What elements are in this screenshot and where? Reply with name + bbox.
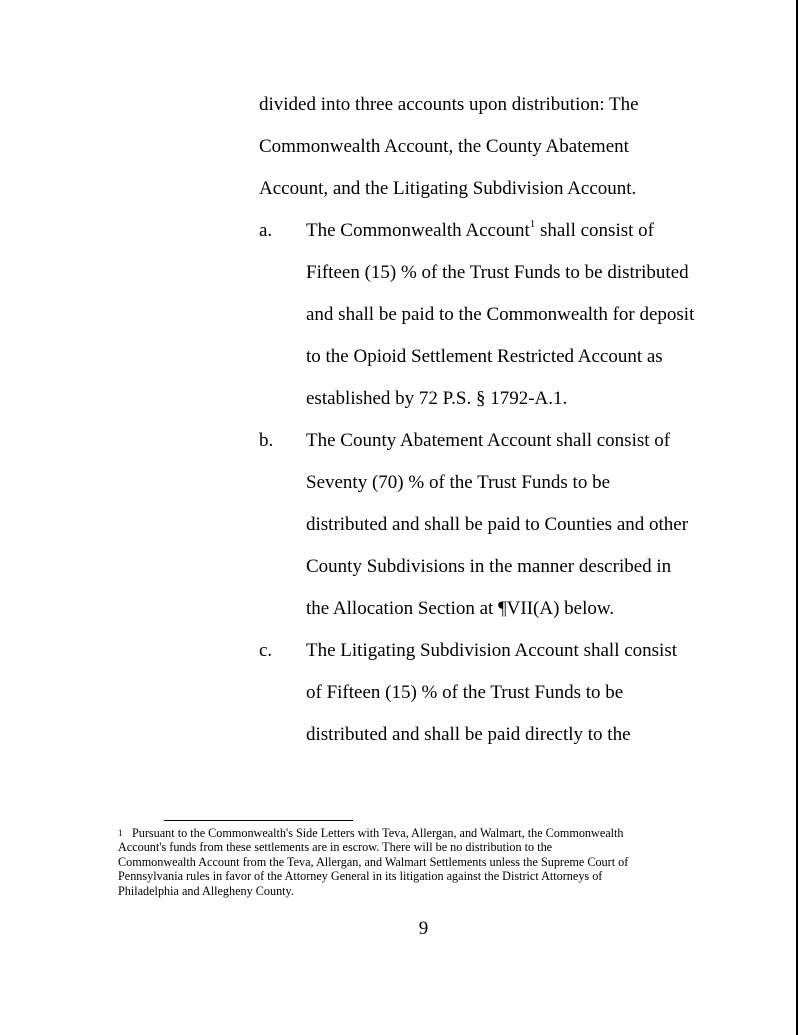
footnote-reference: 1 <box>529 217 536 230</box>
item-b-line-4: County Subdivisions in the manner described in <box>306 556 672 577</box>
item-b-line-5: the Allocation Section at ¶VII(A) below. <box>306 598 615 619</box>
item-b-first-line: The County Abatement Account shall consist of <box>306 430 671 451</box>
footnote-separator <box>164 820 353 821</box>
footnote-line-5: Philadelphia and Allegheny County. <box>118 883 294 898</box>
footnote <box>118 826 688 898</box>
item-a-line-2: Fifteen (15) % of the Trust Funds to be distributed <box>306 262 689 283</box>
page-edge-border <box>796 0 798 1035</box>
item-c-marker: c. <box>259 640 273 661</box>
page-number: 9 <box>418 918 429 939</box>
item-a-text-before-ref: The Commonwealth Account <box>306 220 530 241</box>
intro-line-2: Commonwealth Account, the County Abatement <box>259 136 629 157</box>
footnote-mark: 1 <box>118 828 123 838</box>
item-b-line-2: Seventy (70) % of the Trust Funds to be <box>306 472 610 493</box>
footnote-line-4: Pennsylvania rules in favor of the Attorney General in its litigation against the District Attorneys of <box>118 869 603 884</box>
footnote-line-1: Pursuant to the Commonwealth's Side Letters with Teva, Allergan, and Walmart, the Commonwealth <box>132 826 624 840</box>
item-c-line-3: distributed and shall be paid directly to the <box>306 724 631 745</box>
footnote-line-2: Account's funds from these settlements are in escrow. There will be no distribution to the <box>118 840 553 855</box>
item-c-first-line: The Litigating Subdivision Account shall consist <box>306 640 678 661</box>
footnote-line-3: Commonwealth Account from the Teva, Allergan, and Walmart Settlements unless the Supreme Court of <box>118 854 629 869</box>
item-b-line-3: distributed and shall be paid to Counties and other <box>306 514 689 535</box>
item-b-marker: b. <box>259 430 274 451</box>
item-a-text-after-ref: shall consist of <box>535 220 654 241</box>
item-a-line-5: established by 72 P.S. § 1792-A.1. <box>306 388 568 409</box>
item-a-line-4: to the Opioid Settlement Restricted Account as <box>306 346 663 367</box>
item-a-marker: a. <box>259 220 273 241</box>
item-c-line-2: of Fifteen (15) % of the Trust Funds to be <box>306 682 624 703</box>
item-a-first-line <box>306 219 654 243</box>
item-a-line-3: and shall be paid to the Commonwealth for deposit <box>306 304 695 325</box>
intro-line-3: Account, and the Litigating Subdivision Account. <box>259 178 637 199</box>
intro-line-1: divided into three accounts upon distribution: The <box>259 94 639 115</box>
